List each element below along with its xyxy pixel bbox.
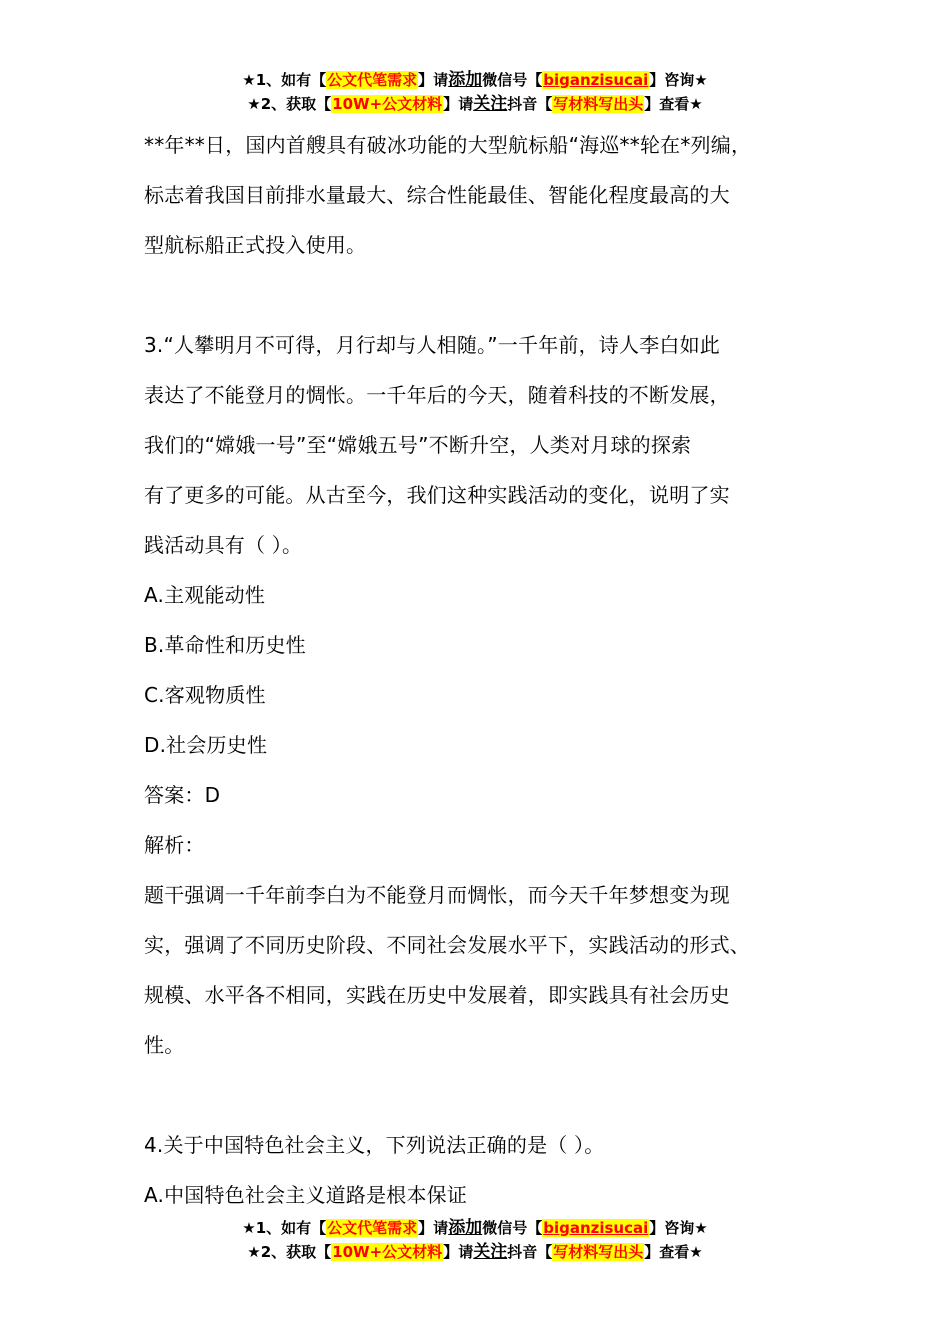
- banner-highlight-service: 公文代笔需求: [327, 1219, 418, 1237]
- banner-text: 微信号【: [482, 1219, 543, 1237]
- banner-douyin-account: 写材料写出头: [553, 95, 644, 113]
- banner-text: 】请: [418, 71, 449, 89]
- banner-highlight-materials: 10W+公文材料: [332, 95, 443, 113]
- banner-line-2: [0, 92, 950, 116]
- banner-text: 】咨询★: [649, 71, 708, 89]
- question-3-stem-line: 3.“人攀明月不可得，月行却与人相随。”一千年前，诗人李白如此: [144, 333, 721, 357]
- question-4-stem: 4.关于中国特色社会主义，下列说法正确的是（ ）。: [144, 1133, 605, 1157]
- banner-line-1: [0, 1216, 950, 1240]
- banner-text: 抖音【: [507, 1243, 553, 1261]
- banner-highlight-materials: 10W+公文材料: [332, 1243, 443, 1261]
- question-3-option-d: D.社会历史性: [144, 733, 268, 757]
- banner-wechat-id[interactable]: biganzisucai: [543, 1219, 649, 1237]
- question-3-answer: 答案：D: [144, 783, 221, 807]
- banner-emphasis: 关注: [473, 94, 508, 114]
- header-banner: [0, 68, 950, 116]
- footer-banner: [0, 1216, 950, 1264]
- banner-emphasis: 关注: [473, 1242, 508, 1262]
- banner-text: ★2、获取【: [247, 95, 332, 113]
- banner-text: ★1、如有【: [242, 71, 327, 89]
- question-3-analysis-label: 解析：: [144, 833, 205, 857]
- question-3-analysis-line: 规模、水平各不相同，实践在历史中发展着，即实践具有社会历史: [144, 983, 730, 1007]
- paragraph-gap: [144, 1070, 834, 1120]
- banner-text: 】请: [443, 95, 474, 113]
- banner-text: 】咨询★: [649, 1219, 708, 1237]
- banner-line-1: [0, 68, 950, 92]
- question-3-analysis-line: 题干强调一千年前李白为不能登月而惆怅，而今天千年梦想变为现: [144, 883, 730, 907]
- banner-highlight-service: 公文代笔需求: [327, 71, 418, 89]
- question-4-option-a: A.中国特色社会主义道路是根本保证: [144, 1183, 468, 1207]
- banner-emphasis: 添加: [448, 70, 483, 90]
- question-3-option-c: C.客观物质性: [144, 683, 266, 707]
- banner-wechat-id[interactable]: biganzisucai: [543, 71, 649, 89]
- question-3-stem-line: 有了更多的可能。从古至今，我们这种实践活动的变化，说明了实: [144, 483, 730, 507]
- banner-text: ★1、如有【: [242, 1219, 327, 1237]
- intro-line: 型航标船正式投入使用。: [144, 233, 367, 257]
- question-3-option-a: A.主观能动性: [144, 583, 266, 607]
- banner-line-2: [0, 1240, 950, 1264]
- banner-text: 抖音【: [507, 95, 553, 113]
- question-3-stem-line: 践活动具有（ ）。: [144, 533, 303, 557]
- question-3-option-b: B.革命性和历史性: [144, 633, 306, 657]
- question-3-stem-line: 表达了不能登月的惆怅。一千年后的今天，随着科技的不断发展，: [144, 383, 730, 407]
- intro-line: **年**日，国内首艘具有破冰功能的大型航标船“海巡**轮在*列编，: [144, 133, 752, 157]
- paragraph-gap: [144, 270, 834, 320]
- banner-emphasis: 添加: [448, 1218, 483, 1238]
- question-3-analysis-line: 性。: [144, 1033, 185, 1057]
- intro-line: 标志着我国目前排水量最大、综合性能最佳、智能化程度最高的大: [144, 183, 730, 207]
- banner-douyin-account: 写材料写出头: [553, 1243, 644, 1261]
- banner-text: 】请: [418, 1219, 449, 1237]
- banner-text: 】查看★: [644, 1243, 703, 1261]
- banner-text: 】查看★: [644, 95, 703, 113]
- question-3-analysis-line: 实，强调了不同历史阶段、不同社会发展水平下，实践活动的形式、: [144, 933, 750, 957]
- banner-text: ★2、获取【: [247, 1243, 332, 1261]
- document-body: [144, 120, 834, 1220]
- banner-text: 】请: [443, 1243, 474, 1261]
- banner-text: 微信号【: [482, 71, 543, 89]
- question-3-stem-line: 我们的“嫦娥一号”至“嫦娥五号”不断升空，人类对月球的探索: [144, 433, 692, 457]
